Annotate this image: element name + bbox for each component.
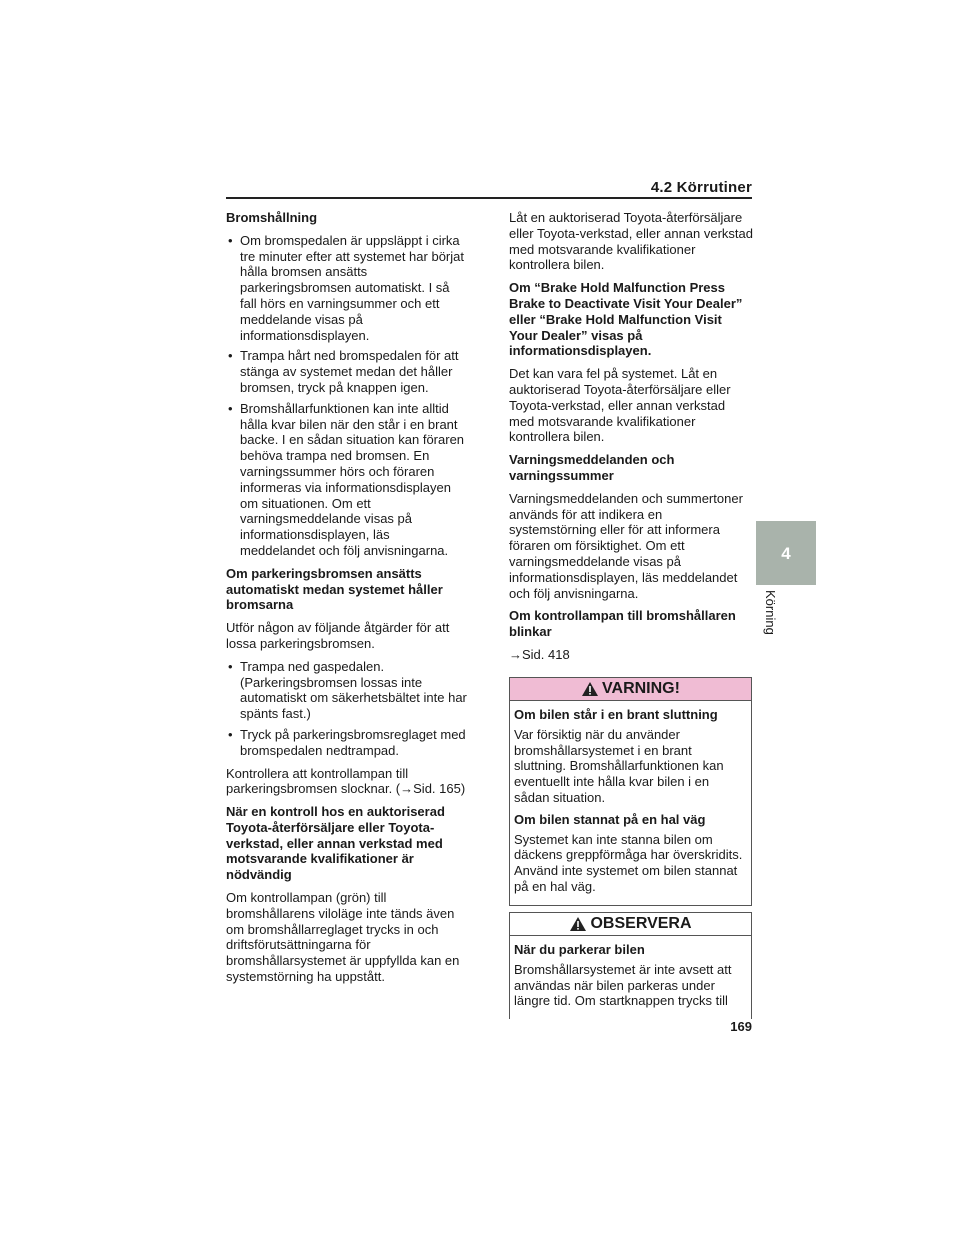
bullet-item: • Trampa ned gaspedalen. (Parkeringsbromsen lossas inte automatiskt om säkerhetsbältet inte har spänts fast.) — [226, 659, 468, 722]
notice-header — [510, 913, 751, 936]
header-rule — [226, 197, 752, 199]
warning-text: Var försiktig när du använder bromshållarsystemet i en brant sluttning. Bromshållarfunktionen kan eventuellt inte hålla kvar bilen i en sådan situation. — [514, 726, 724, 805]
paragraph: Låt en auktoriserad Toyota-återförsäljare eller Toyota-verkstad, eller annan verkstad med motsvarande kvalifikationer kontrollera bilen. — [509, 210, 753, 273]
heading-indicator-blinks: Om kontrollampan till bromshållaren blinkar — [509, 608, 736, 640]
warning-heading-slippery: Om bilen stannat på en hal väg — [514, 811, 706, 827]
paragraph: Det kan vara fel på systemet. Låt en auktoriserad Toyota-återförsäljare eller Toyota-verkstad, eller annan verkstad med motsvarande kvalifikationer kontrollera bilen. — [509, 366, 731, 445]
notice-triangle-icon — [569, 916, 587, 932]
chapter-tab — [756, 521, 816, 585]
paragraph: Utför någon av följande åtgärder för att lossa parkeringsbromsen. — [226, 620, 450, 651]
heading-inspection: När en kontroll hos en auktoriserad Toyota-återförsäljare eller Toyota-verkstad, eller annan verkstad med motsvarande kvalifikationer är nödvändig — [226, 804, 445, 883]
chapter-label: Körning — [763, 590, 778, 635]
page-reference: →Sid. 418 — [509, 646, 570, 662]
chapter-number: 4 — [781, 544, 791, 563]
notice-title: OBSERVERA — [590, 915, 692, 933]
warning-box — [509, 677, 752, 906]
heading-brake-hold: Bromshållning — [226, 210, 318, 225]
notice-box — [509, 912, 752, 1019]
warning-triangle-icon — [581, 681, 599, 697]
warning-title: VARNING! — [602, 680, 680, 698]
left-column — [226, 210, 468, 992]
bullet-item: • Om bromspedalen är uppsläppt i cirka tre minuter efter att systemet har börjat hålla bromsen ansätts parkeringsbromsen automatiskt. I så fall hörs en varningsummer och ett meddelande visas på informationsdisplayen. — [226, 233, 468, 344]
heading-parking-brake: Om parkeringsbromsen ansätts automatiskt medan systemet håller bromsarna — [226, 565, 443, 613]
notice-heading-parking: När du parkerar bilen — [514, 942, 645, 957]
warning-text: Systemet kan inte stanna bilen om däckens greppförmåga har överskridits. Använd inte systemet om bilen stannat på en hal väg. — [514, 831, 743, 894]
right-column — [509, 210, 753, 670]
warning-heading-slope: Om bilen står i en brant sluttning — [514, 707, 718, 722]
paragraph: Om kontrollampan (grön) till bromshållarens viloläge inte tänds även om bromshållarreglaget trycks in och driftsförutsättningarna för bromshållarsystemet är uppfyllda kan en systemstörning ha uppstått. — [226, 890, 460, 985]
warning-header — [510, 678, 751, 701]
section-title: 4.2 Körrutiner — [650, 179, 752, 196]
heading-warnings: Varningsmeddelanden och varningssummer — [509, 452, 675, 483]
bullet-list-1 — [226, 233, 468, 559]
warning-body — [510, 701, 751, 905]
paragraph: Kontrollera att kontrollampan till parkeringsbromsen slocknar. (→Sid. 165) — [226, 765, 466, 797]
bullet-list-2 — [226, 659, 468, 759]
bullet-item: • Bromshållarfunktionen kan inte alltid hålla kvar bilen när den står i en brant backe. I en sådan situation kan föraren behöva trampa ned bromsen. En varningssummer hörs och föraren informeras via informationsdisplayen om situationen. Om ett varningsmeddelande visas på informationsdisplayen, läs meddelandet och följ anvisningarna. — [226, 401, 468, 559]
notice-body — [510, 936, 751, 1019]
heading-malfunction-message: Om “Brake Hold Malfunction Press Brake to Deactivate Visit Your Dealer” eller “Brake Hold Malfunction Visit Your Dealer” visas på informationsdisplayen. — [509, 280, 743, 359]
page-number: 169 — [730, 1019, 752, 1034]
paragraph: Varningsmeddelanden och summertoner används för att indikera en systemstörning eller för att informera föraren om försiktighet. Om ett varningsmeddelande visas på informationsdisplayen, läs meddelandet och följ anvisningarna. — [509, 490, 743, 601]
bullet-item: • Trampa hårt ned bromspedalen för att stänga av systemet medan det håller bromsen, tryck på knappen igen. — [226, 348, 468, 395]
notice-text: Bromshållarsystemet är inte avsett att användas när bilen parkeras under längre tid. Om startknappen trycks till — [514, 961, 732, 1009]
bullet-item: • Tryck på parkeringsbromsreglaget med bromspedalen nedtrampad. — [226, 727, 468, 759]
